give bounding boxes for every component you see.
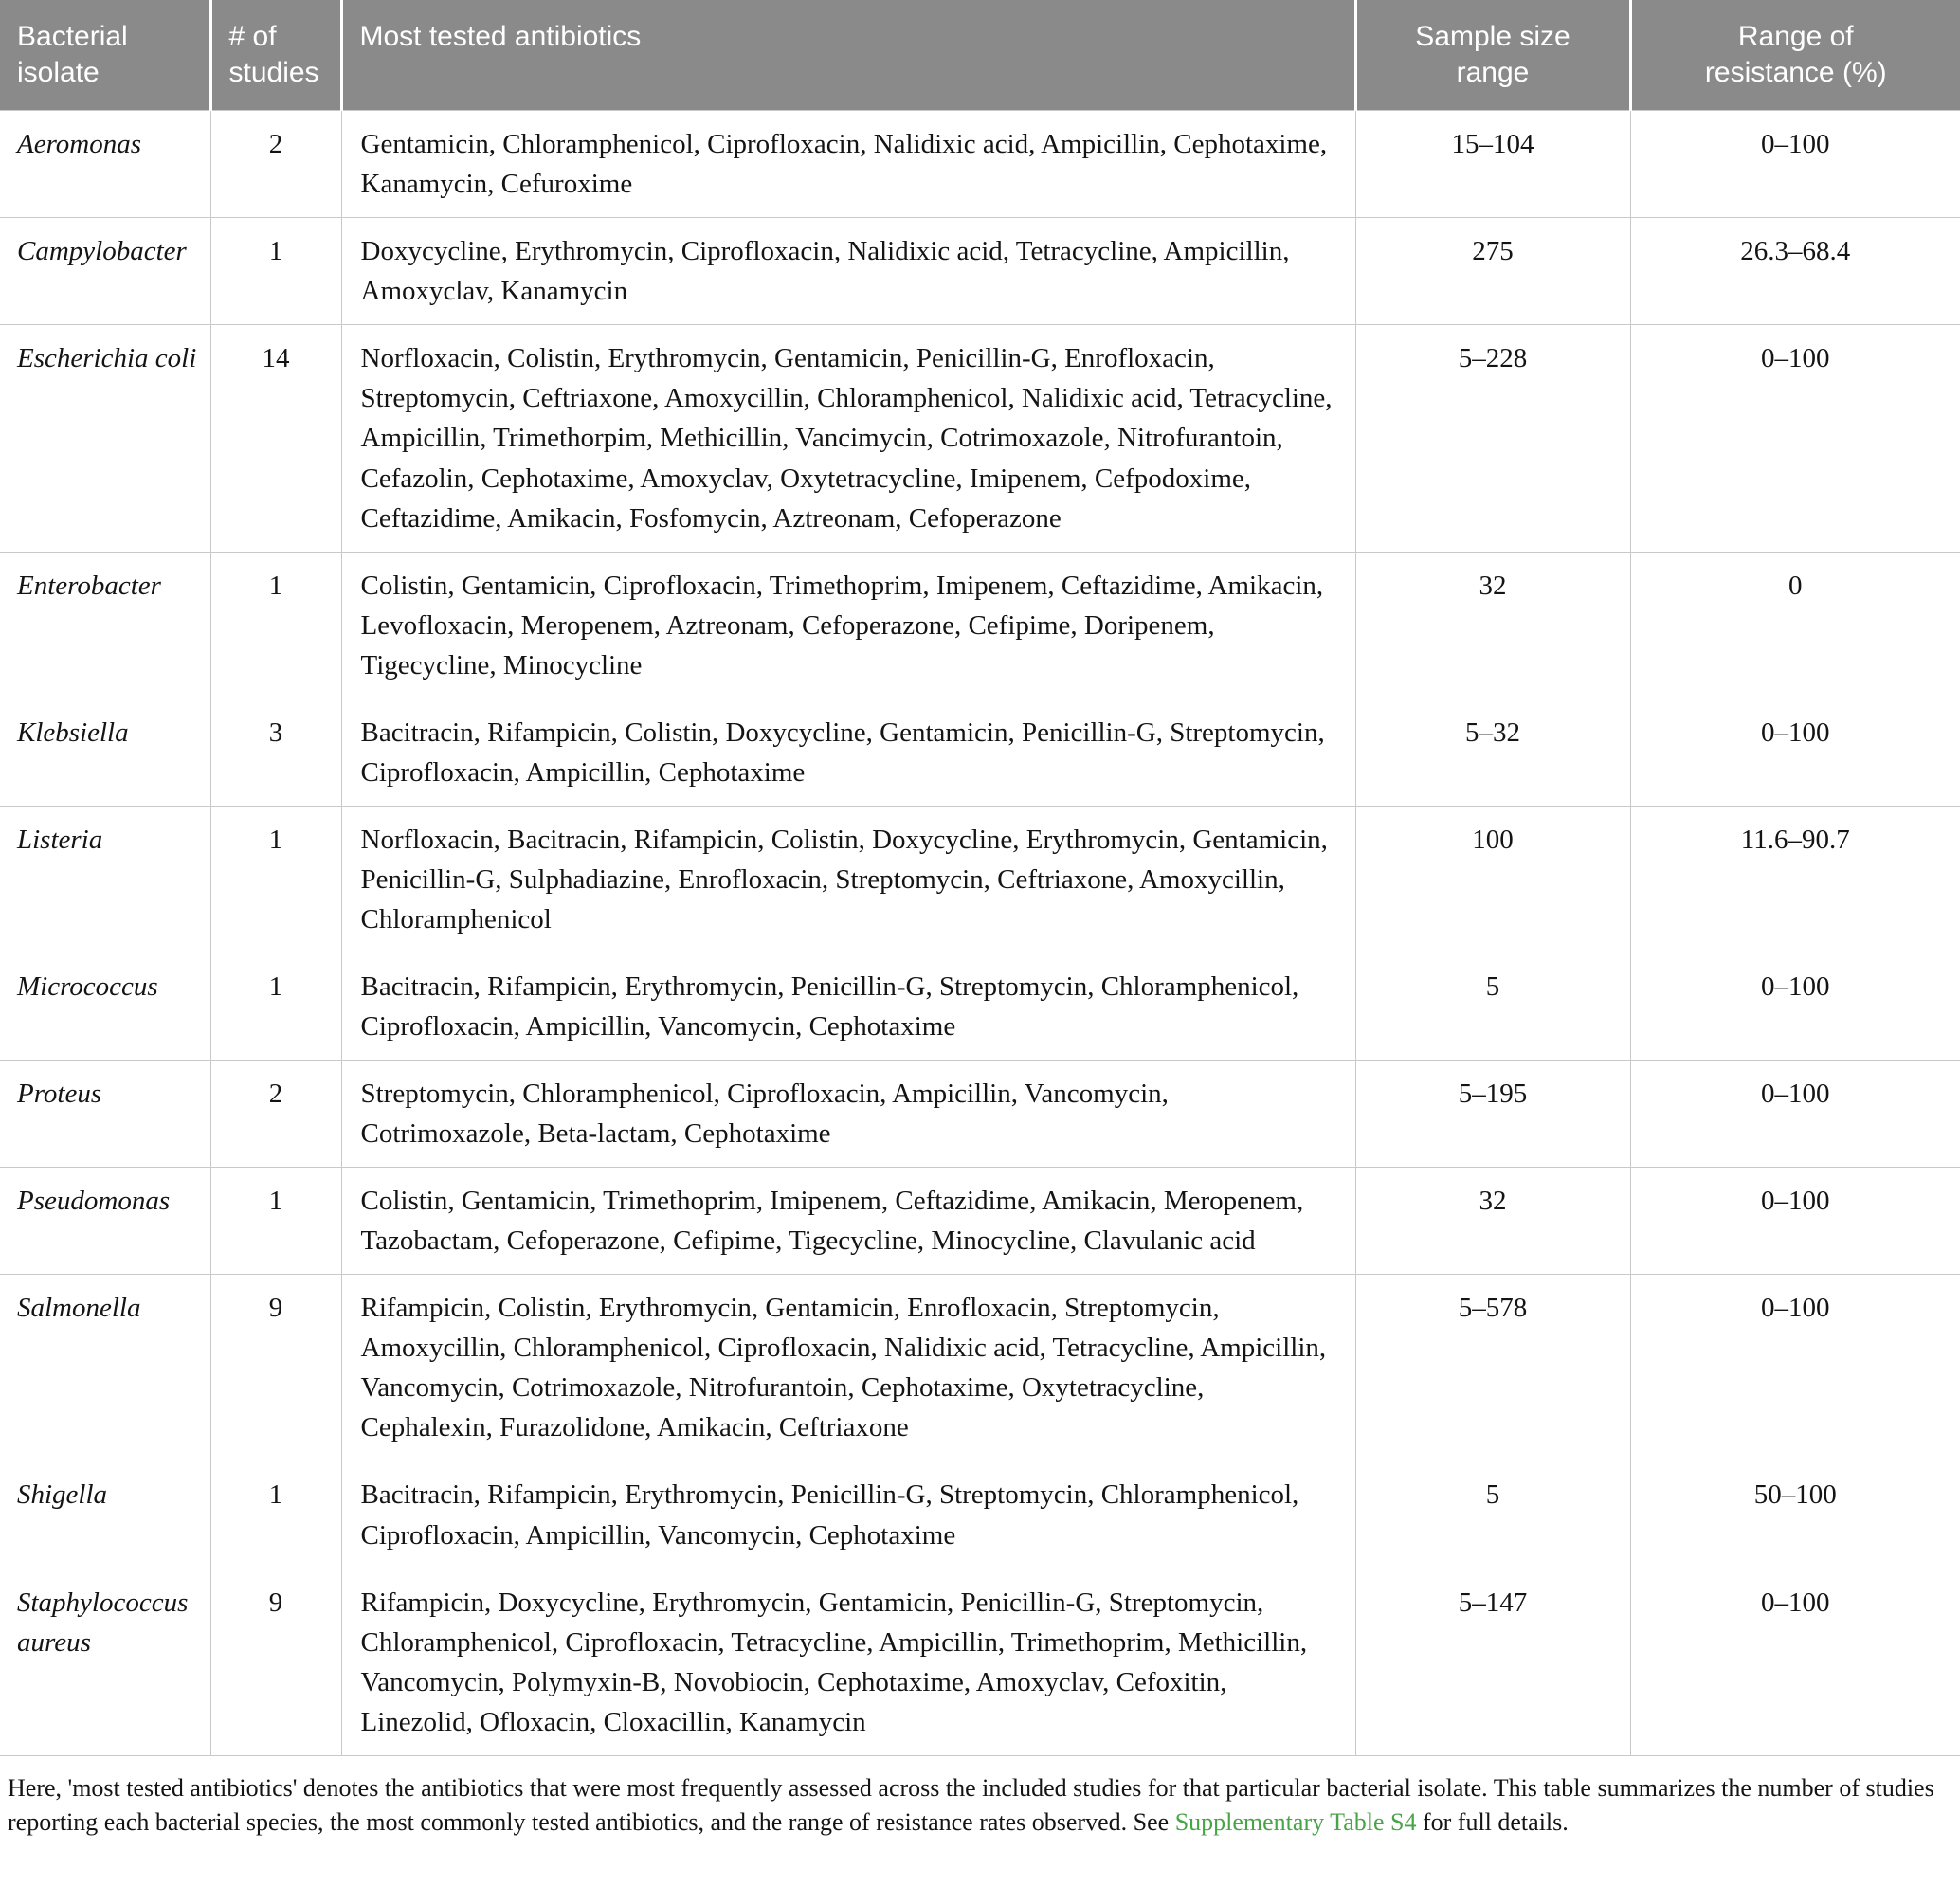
cell-num-studies: 2: [210, 111, 341, 218]
table-row-campylobacter: [0, 218, 1960, 325]
footnote-text-before: Here, 'most tested antibiotics' denotes the antibiotics that were most frequently assessed across the included studies for that particular bacterial isolate. This table summarizes the number of studies reporting each bacterial species, the most commonly tested antibiotics, and the range of resistance rates observed. See: [8, 1773, 1934, 1836]
cell-num-studies: 1: [210, 552, 341, 699]
cell-resistance: 0–100: [1630, 1061, 1960, 1168]
cell-resistance: 0–100: [1630, 953, 1960, 1060]
table-row-micrococcus: [0, 953, 1960, 1060]
cell-resistance: 0–100: [1630, 1569, 1960, 1755]
table-row-klebsiella: [0, 699, 1960, 806]
table-row-salmonella: [0, 1275, 1960, 1461]
cell-num-studies: 1: [210, 953, 341, 1060]
cell-sample-size: 32: [1355, 1168, 1630, 1275]
header-most-tested-antibiotics: Most tested antibiotics: [341, 0, 1355, 111]
footnote-text-after: for full details.: [1416, 1807, 1569, 1836]
cell-sample-size: 5–228: [1355, 325, 1630, 552]
table-row-enterobacter: [0, 552, 1960, 699]
cell-num-studies: 14: [210, 325, 341, 552]
cell-bacterial-isolate: Pseudomonas: [0, 1168, 210, 1275]
table-row-proteus: [0, 1061, 1960, 1168]
header-bacterial-isolate: Bacterial isolate: [0, 0, 210, 111]
cell-antibiotics: Bacitracin, Rifampicin, Colistin, Doxycycline, Gentamicin, Penicillin-G, Streptomycin, Ciprofloxacin, Ampicillin, Cephotaxime: [341, 699, 1355, 806]
cell-bacterial-isolate: Staphylococcus aureus: [0, 1569, 210, 1755]
cell-sample-size: 275: [1355, 218, 1630, 325]
table-footnote: [0, 1756, 1960, 1840]
table-row-escherichia-coli: [0, 325, 1960, 552]
cell-antibiotics: Rifampicin, Colistin, Erythromycin, Gentamicin, Enrofloxacin, Streptomycin, Amoxycillin, Chloramphenicol, Ciprofloxacin, Nalidixic acid, Tetracycline, Ampicillin, Vancomycin, Cotrimoxazole, Nitrofurantoin, Cephotaxime, Oxytetracycline, Cephalexin, Furazolidone, Amikacin, Ceftriaxone: [341, 1275, 1355, 1461]
cell-antibiotics: Norfloxacin, Bacitracin, Rifampicin, Colistin, Doxycycline, Erythromycin, Gentamicin, Penicillin-G, Sulphadiazine, Enrofloxacin, Streptomycin, Ceftriaxone, Amoxycillin, Chloramphenicol: [341, 806, 1355, 953]
cell-bacterial-isolate: Escherichia coli: [0, 325, 210, 552]
cell-antibiotics: Colistin, Gentamicin, Trimethoprim, Imipenem, Ceftazidime, Amikacin, Meropenem, Tazobactam, Cefoperazone, Cefipime, Tigecycline, Minocycline, Clavulanic acid: [341, 1168, 1355, 1275]
cell-sample-size: 5–147: [1355, 1569, 1630, 1755]
cell-sample-size: 15–104: [1355, 111, 1630, 218]
cell-num-studies: 3: [210, 699, 341, 806]
cell-num-studies: 1: [210, 1168, 341, 1275]
cell-sample-size: 5–195: [1355, 1061, 1630, 1168]
cell-antibiotics: Bacitracin, Rifampicin, Erythromycin, Penicillin-G, Streptomycin, Chloramphenicol, Ciprofloxacin, Ampicillin, Vancomycin, Cephotaxime: [341, 953, 1355, 1060]
supplementary-table-link[interactable]: Supplementary Table S4: [1174, 1807, 1417, 1836]
cell-num-studies: 1: [210, 806, 341, 953]
cell-antibiotics: Bacitracin, Rifampicin, Erythromycin, Penicillin-G, Streptomycin, Chloramphenicol, Ciprofloxacin, Ampicillin, Vancomycin, Cephotaxime: [341, 1461, 1355, 1569]
cell-antibiotics: Doxycycline, Erythromycin, Ciprofloxacin, Nalidixic acid, Tetracycline, Ampicillin, Amoxyclav, Kanamycin: [341, 218, 1355, 325]
cell-sample-size: 5–578: [1355, 1275, 1630, 1461]
cell-bacterial-isolate: Proteus: [0, 1061, 210, 1168]
table-header: [0, 0, 1960, 111]
cell-sample-size: 5–32: [1355, 699, 1630, 806]
cell-resistance: 0–100: [1630, 1275, 1960, 1461]
cell-resistance: 0–100: [1630, 1168, 1960, 1275]
table-body: [0, 111, 1960, 1756]
cell-antibiotics: Rifampicin, Doxycycline, Erythromycin, Gentamicin, Penicillin-G, Streptomycin, Chloramphenicol, Ciprofloxacin, Tetracycline, Ampicillin, Trimethoprim, Methicillin, Vancomycin, Polymyxin-B, Novobiocin, Cephotaxime, Amoxyclav, Cefoxitin, Linezolid, Ofloxacin, Cloxacillin, Kanamycin: [341, 1569, 1355, 1755]
table-row-listeria: [0, 806, 1960, 953]
header-range-of-resistance: Range of resistance (%): [1630, 0, 1960, 111]
header-row: [0, 0, 1960, 111]
cell-num-studies: 2: [210, 1061, 341, 1168]
cell-bacterial-isolate: Campylobacter: [0, 218, 210, 325]
cell-sample-size: 32: [1355, 552, 1630, 699]
table-row-shigella: [0, 1461, 1960, 1569]
cell-resistance: 0: [1630, 552, 1960, 699]
cell-sample-size: 5: [1355, 1461, 1630, 1569]
cell-resistance: 26.3–68.4: [1630, 218, 1960, 325]
cell-num-studies: 9: [210, 1275, 341, 1461]
cell-resistance: 0–100: [1630, 111, 1960, 218]
cell-bacterial-isolate: Aeromonas: [0, 111, 210, 218]
cell-num-studies: 9: [210, 1569, 341, 1755]
table-row-staphylococcus-aureus: [0, 1569, 1960, 1755]
cell-bacterial-isolate: Salmonella: [0, 1275, 210, 1461]
cell-bacterial-isolate: Enterobacter: [0, 552, 210, 699]
cell-bacterial-isolate: Micrococcus: [0, 953, 210, 1060]
cell-antibiotics: Colistin, Gentamicin, Ciprofloxacin, Trimethoprim, Imipenem, Ceftazidime, Amikacin, Levofloxacin, Meropenem, Aztreonam, Cefoperazone, Cefipime, Doripenem, Tigecycline, Minocycline: [341, 552, 1355, 699]
cell-bacterial-isolate: Klebsiella: [0, 699, 210, 806]
cell-resistance: 0–100: [1630, 699, 1960, 806]
cell-antibiotics: Gentamicin, Chloramphenicol, Ciprofloxacin, Nalidixic acid, Ampicillin, Cephotaxime, Kanamycin, Cefuroxime: [341, 111, 1355, 218]
cell-resistance: 50–100: [1630, 1461, 1960, 1569]
cell-resistance: 0–100: [1630, 325, 1960, 552]
table-row-pseudomonas: [0, 1168, 1960, 1275]
cell-sample-size: 5: [1355, 953, 1630, 1060]
header-sample-size-range: Sample size range: [1355, 0, 1630, 111]
cell-antibiotics: Norfloxacin, Colistin, Erythromycin, Gentamicin, Penicillin-G, Enrofloxacin, Streptomycin, Ceftriaxone, Amoxycillin, Chloramphenicol, Nalidixic acid, Tetracycline, Ampicillin, Trimethorpim, Methicillin, Vancimycin, Cotrimoxazole, Nitrofurantoin, Cefazolin, Cephotaxime, Amoxyclav, Oxytetracycline, Imipenem, Cefpodoxime, Ceftazidime, Amikacin, Fosfomycin, Aztreonam, Cefoperazone: [341, 325, 1355, 552]
cell-num-studies: 1: [210, 1461, 341, 1569]
table-row-aeromonas: [0, 111, 1960, 218]
cell-antibiotics: Streptomycin, Chloramphenicol, Ciprofloxacin, Ampicillin, Vancomycin, Cotrimoxazole, Beta-lactam, Cephotaxime: [341, 1061, 1355, 1168]
cell-bacterial-isolate: Listeria: [0, 806, 210, 953]
cell-num-studies: 1: [210, 218, 341, 325]
header-num-studies: # of studies: [210, 0, 341, 111]
cell-resistance: 11.6–90.7: [1630, 806, 1960, 953]
cell-bacterial-isolate: Shigella: [0, 1461, 210, 1569]
cell-sample-size: 100: [1355, 806, 1630, 953]
